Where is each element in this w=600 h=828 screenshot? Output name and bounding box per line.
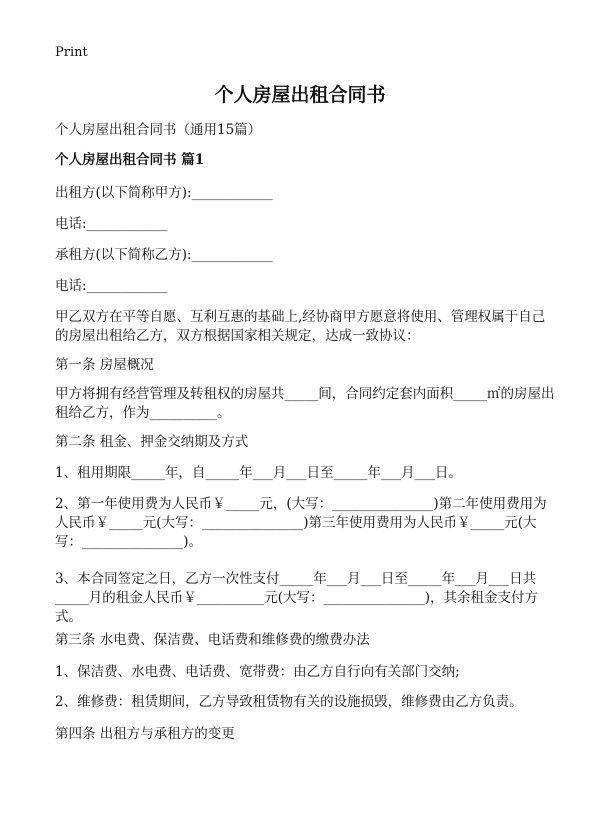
lessee-field: 承租方(以下简称乙方):____________: [55, 247, 273, 263]
article-2-item-2: 2、第一年使用费为人民币￥_____元，(大写：_______________)第二年使用费用为人民币￥_____元(大写：_______________)第三年使用费用为人民币￥_____元(大写：_______________)。: [55, 496, 547, 550]
article-3-item-1: 1、保洁费、水电费、电话费、宽带费：由乙方自行向有关部门交纳;: [55, 664, 460, 680]
section-heading: 个人房屋出租合同书 篇1: [55, 152, 205, 168]
lessor-phone-field: 电话:____________: [55, 216, 168, 232]
article-2-heading: 第二条 租金、押金交纳期及方式: [55, 434, 249, 450]
preamble-paragraph: 甲乙双方在平等自愿、互利互惠的基础上,经协商甲方愿意将使用、管理权属于自己的房屋出租给乙方，双方根据国家相关规定，达成一致协议：: [55, 309, 546, 344]
article-2-item-3: 3、本合同签定之日，乙方一次性支付_____年___月___日至_____年___月___日共_____月的租金人民币￥__________元(大写：_______________)，其余租金支付方式。: [55, 571, 539, 625]
lessor-field: 出租方(以下简称甲方):____________: [55, 185, 273, 201]
article-4-heading: 第四条 出租方与承租方的变更: [55, 726, 235, 742]
article-3-item-2: 2、维修费：租赁期间，乙方导致租赁物有关的设施损毁，维修费由乙方负责。: [55, 694, 523, 710]
lessee-phone-field: 电话:____________: [55, 278, 168, 294]
article-1-paragraph: 甲方将拥有经营管理及转租权的房屋共_____间，合同约定套内面积_____㎡的房屋出租给乙方，作为__________。: [55, 386, 555, 421]
article-1-heading: 第一条 房屋概况: [55, 357, 154, 373]
print-link[interactable]: Print: [55, 45, 88, 60]
subtitle: 个人房屋出租合同书（通用15篇）: [55, 122, 262, 138]
document-title: 个人房屋出租合同书: [214, 84, 386, 106]
article-2-item-1: 1、租用期限_____年，自_____年___月___日至_____年___月___日。: [55, 465, 462, 481]
article-3-heading: 第三条 水电费、保洁费、电话费和维修费的缴费办法: [55, 632, 370, 648]
